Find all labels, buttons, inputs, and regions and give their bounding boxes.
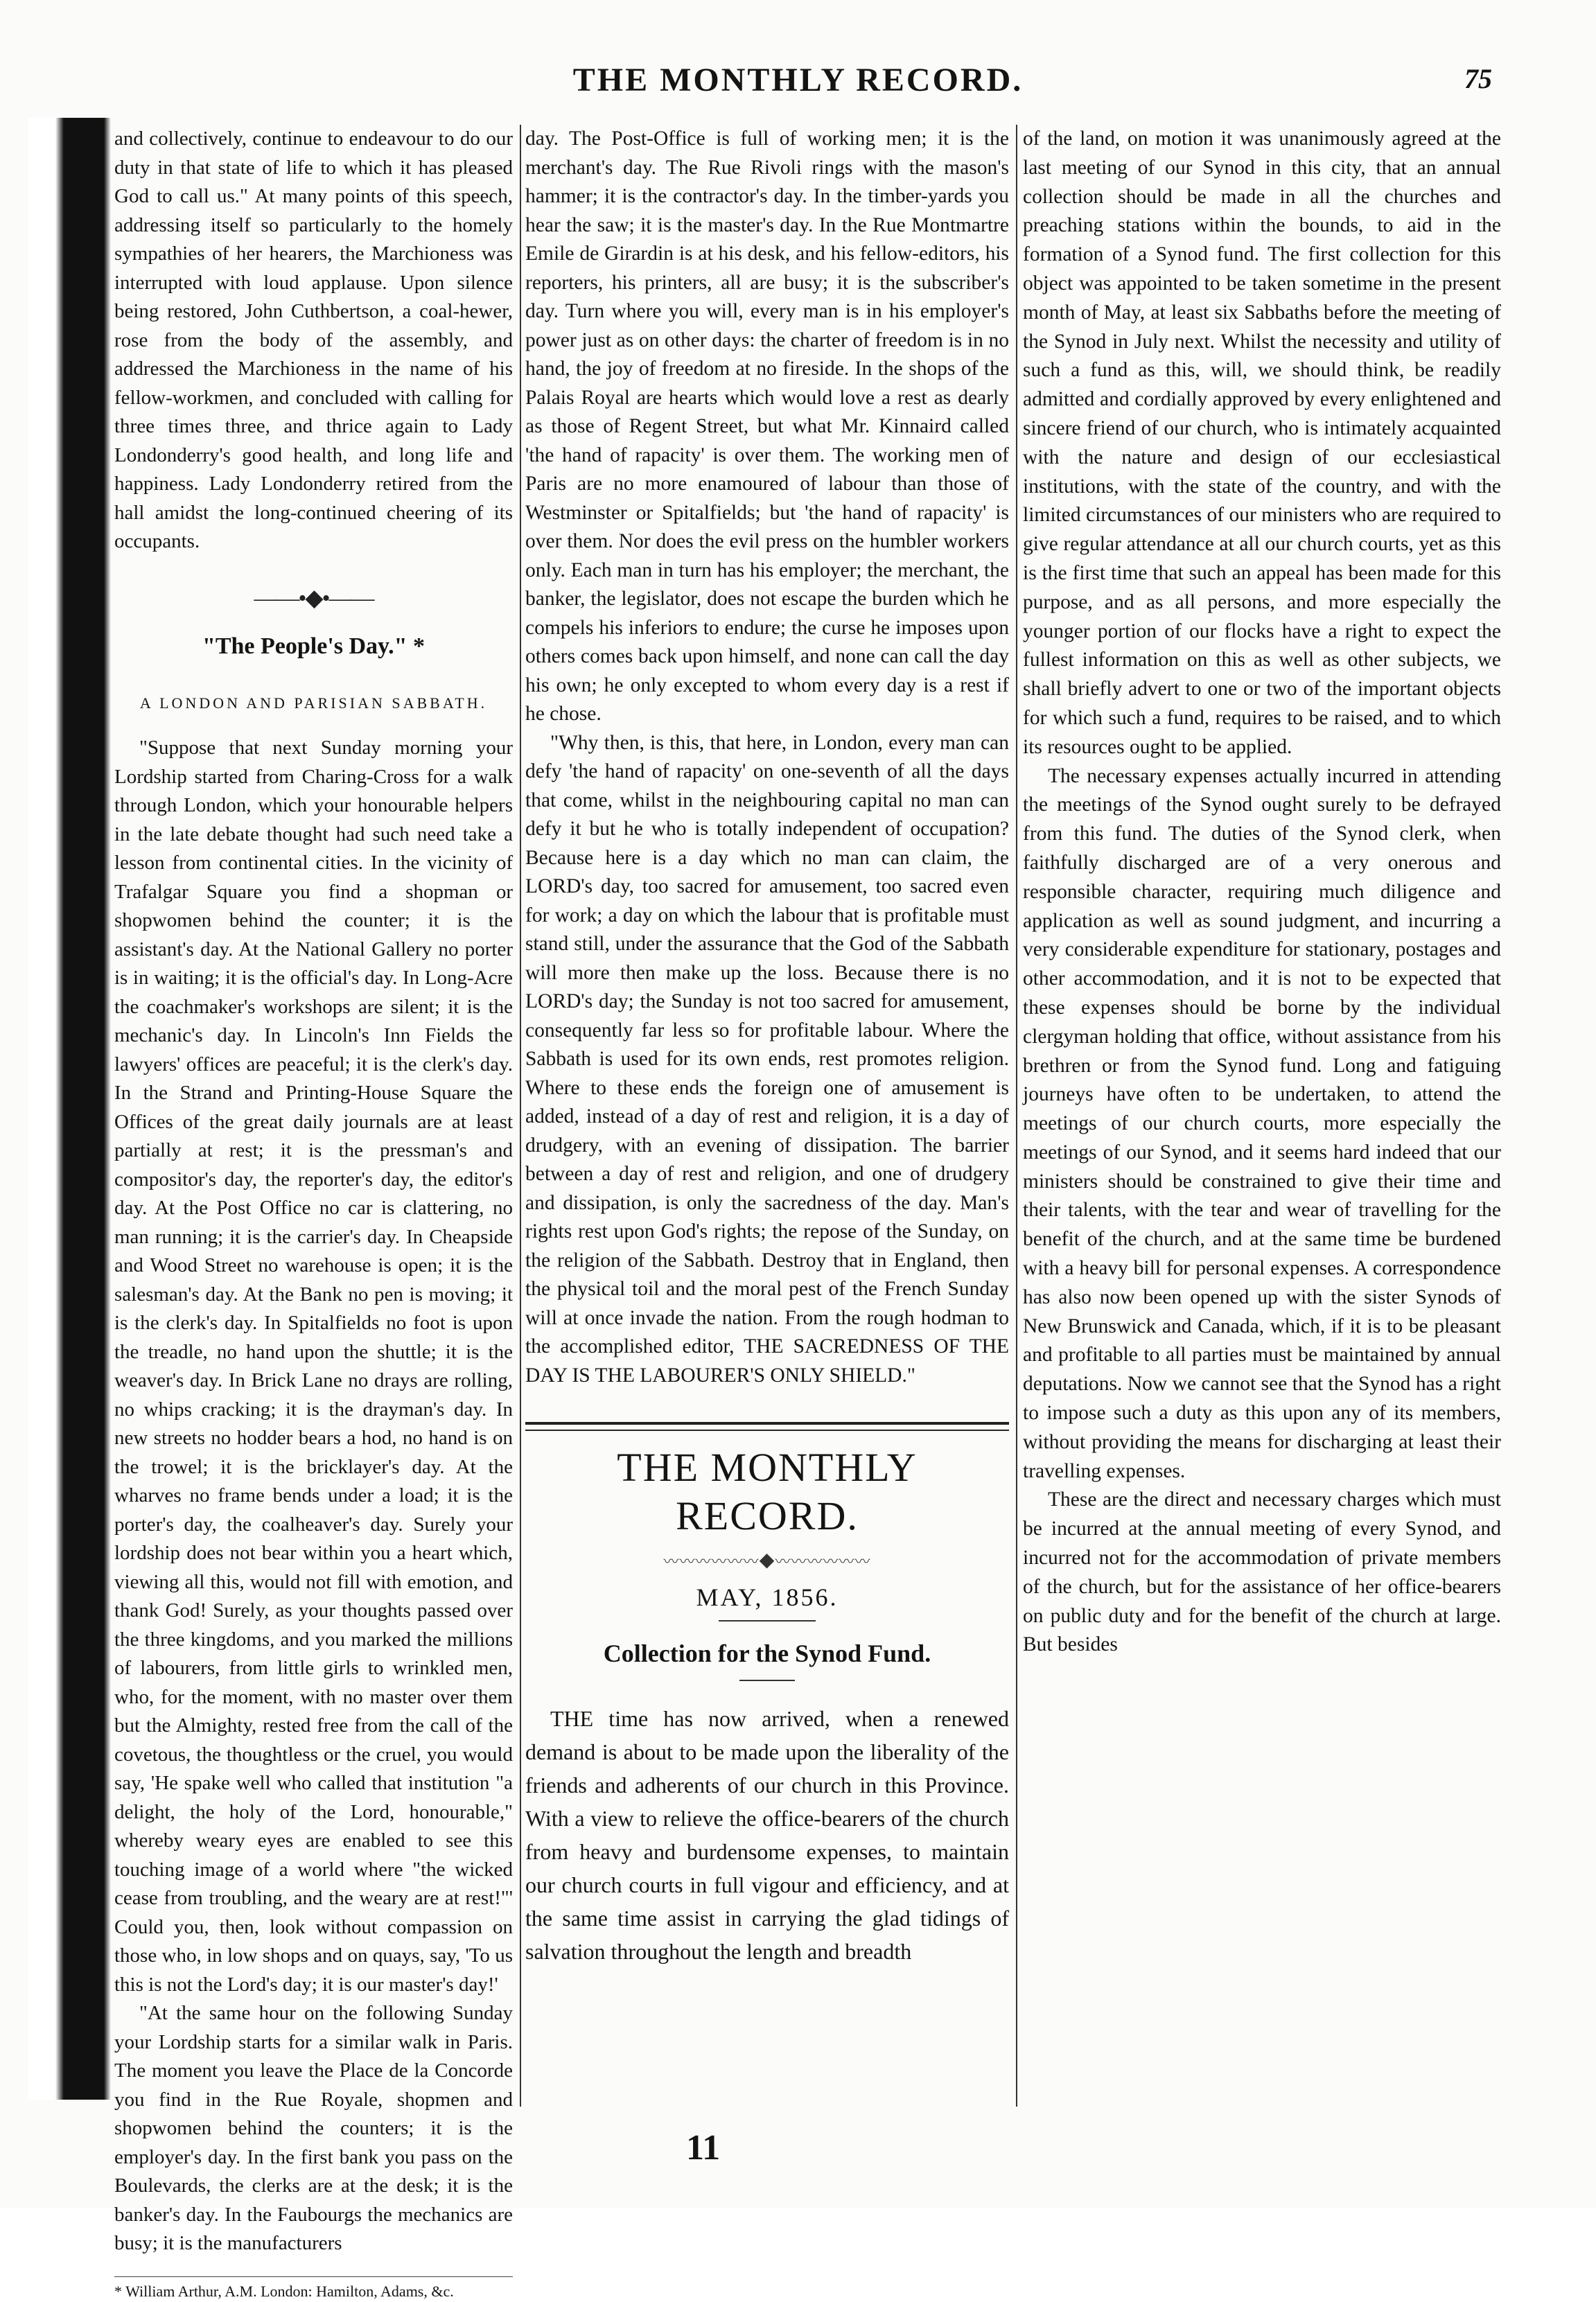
- paris-continued-paragraph: day. The Post-Office is full of working men; it is the merchant's day. The Rue Rivoli rings with the mason's hammer; it is the contractor's day. In the timber-yards you hear the saw; it is the master's day. In the Rue Montmartre Emile de Girardin is at his desk, and his fellow-editors, his reporters, his printers, all are busy; it is the subscriber's day. Turn where you will, every man is in his employer's power just as on other days: the charter of freedom is in no hand, the joy of freedom at no fireside. In the shops of the Palais Royal are hearts which would love a rest as dearly as those of Regent Street, but what Mr. Kinnaird called 'the hand of rapacity' is over them. The working men of Paris are no more enamoured of labour than those of Westminster or Spitalfields; but 'the hand of rapacity' is over them. Nor does the evil press on the humbler workers only. Each man in turn has his employer; the merchant, the banker, the legislator, does not escape the burden which he compels his inferiors to endure; the curse he imposes upon others comes back upon himself, and none can call the day his own; he only excepted to whom every day is a rest if he chose.: [525, 128, 1009, 725]
- synod-fund-continued-paragraph: of the land, on motion it was unanimously agreed at the last meeting of our Synod in this city, that an annual collection should be made in all the churches and preaching stations within the bounds, to aid in the formation of a Synod fund. The first collection for this object was appointed to be taken sometime in the present month of May, at least six Sabbaths before the meeting of the Synod in July next. Whilst the necessity and utility of such a fund as this, will, we should think, be readily admitted and cordially approved by every enlightened and sincere friend of our church, who is intimately acquainted with the nature and design of our ecclesiastical institutions, with the state of the country, and with the limited circumstances of our ministers who are required to give regular attendance at all our church courts, yet as this is the first time that such an appeal has been made for this purpose, and as all persons, and more especially the younger portion of our flocks have a right to expect the fullest information on this as well as other subjects, we shall briefly advert to one or two of the important objects for which such a fund, requires to be raised, and to which its resources ought to be applied.: [1023, 128, 1501, 758]
- peoples-day-title: "The People's Day." *: [202, 633, 426, 659]
- direct-charges-paragraph: These are the direct and necessary charges which must be incurred at the annual meeting of every Synod, and incurred not for the accommodation of private members of the church, but for the assistance of her office-bearers on public duty and for the benefit of the church at large. But besides: [1023, 1488, 1501, 1656]
- binding-shadow: [28, 118, 111, 2100]
- marchioness-paragraph: and collectively, continue to endeavour to do our duty in that state of life to which it has pleased God to call us." At many points of this speech, addressing itself so particularly to the homely sympathies of her hearers, the Marchioness was interrupted with loud applause. Upon silence being restored, John Cuthbertson, a coal-hewer, rose from the body of the assembly, and addressed the Marchioness in the name of his fellow-workmen, and concluded with calling for three times three, and thrice again to Lady Londonderry's good health, and long life and happiness. Lady Londonderry retired from the hall amidst the long-continued cheering of its occupants.: [114, 128, 513, 552]
- masthead-rule: [525, 1422, 1009, 1431]
- footnote: * William Arthur, A.M. London: Hamilton, Adams, &c.: [114, 2276, 513, 2302]
- masthead-title: THE MONTHLY RECORD.: [617, 1445, 918, 1538]
- column-rule-right: [1016, 125, 1017, 2107]
- column-rule-left: [520, 125, 521, 2107]
- column-middle: [525, 125, 1009, 2107]
- synod-fund-intro-paragraph: THE time has now arrived, when a renewed demand is about to be made upon the liberality of the friends and adherents of our church in this Province. With a view to relieve the office-bearers of the church from heavy and burdensome expenses, to maintain our church courts in full vigour and efficiency, and at the same time assist in carrying the glad tidings of salvation throughout the length and breadth: [525, 1705, 1009, 1964]
- issue-date: MAY, 1856.: [696, 1583, 839, 1611]
- necessary-expenses-paragraph: The necessary expenses actually incurred in attending the meetings of the Synod ought surely to be defrayed from this fund. The duties of the Synod clerk, when faithfully discharged are of a very onerous and responsible character, requiring much diligence and application as well as sound judgment, and incurring a very considerable expenditure for stationary, postages and other accommodation, and it is not to be expected that these expenses should be borne by the individual clergyman holding that office, without assistance from his brethren or from the Synod fund. Long and fatiguing journeys have often to be undertaken, to attend the meetings of our church courts, more especially the meetings of our Synod, and it seems hard indeed that our ministers should be constrained to give their time and their talents, with the tear and wear of travelling for the benefit of the church, and at the same time be burdened with a heavy bill for personal expenses. A correspondence has also now been opened up with the sister Synods of New Brunswick and Canada, which, if it is to be pleasant and profitable to all parties must be maintained by annual deputations. Now we cannot see that the Synod has a right to impose such a duty as this upon any of its members, without providing the means for discharging at least their travelling expenses.: [1023, 764, 1501, 1482]
- synod-fund-heading: Collection for the Synod Fund.: [603, 1640, 931, 1667]
- ornament-divider: ——•◆•——: [254, 585, 374, 611]
- why-then-paragraph: "Why then, is this, that here, in London, every man can defy 'the hand of rapacity' on one-seventh of all the days that come, whilst in the neighbouring capital no man can defy it but he who is totally independent of occupation? Because here is a day which no man can claim, the LORD's day, too sacred for amusement, too sacred even for work; a day on which the labour that is profitable must stand still, under the assurance that the God of the Sabbath will more then make up the loss. Because there is no LORD's day; the Sunday is not too sacred for amusement, consequently far less so for profitable labour. Where the Sabbath is used for its own ends, rest promotes religion. Where to these ends the foreign one of amusement is added, instead of a day of rest and religion, it is a day of drudgery, with an evening of dissipation. The barrier between a day of rest and religion, and one of drudgery and dissipation, is only the sacredness of the day. Man's rights rest upon God's rights; the repose of the Sunday, on the religion of the Sabbath. Destroy that in England, then the physical toil and the moral pest of the French Sunday will at once invade the nation. From the rough hodman to the accomplished editor, THE SACREDNESS OF THE DAY IS THE LABOURER'S ONLY SHIELD.": [525, 731, 1009, 1387]
- running-head: [0, 61, 1596, 109]
- column-left: [114, 125, 513, 2300]
- page-number: 75: [1464, 63, 1492, 94]
- column-right: [1023, 125, 1501, 2107]
- paris-sunday-paragraph: "At the same hour on the following Sunday your Lordship starts for a similar walk in Paris. The moment you leave the Place de la Concorde you find in the Rue Royale, shopmen and shopwomen behind the counters; it is the employer's day. In the first bank you pass on the Boulevards, the clerks are at the desk; it is the banker's day. In the Faubourgs the mechanics are busy; it is the manufacturers: [114, 2002, 513, 2254]
- peoples-day-subtitle: A LONDON AND PARISIAN SABBATH.: [139, 694, 488, 712]
- london-sunday-paragraph: "Suppose that next Sunday morning your Lordship started from Charing-Cross for a walk through London, which your honourable helpers in the late debate thought had such need take a lesson from continental cities. In the vicinity of Trafalgar Square you find a shopman or shopwomen behind the counter; it is the assistant's day. At the National Gallery no porter is in waiting; it is the official's day. In Long-Acre the coachmaker's workshops are silent; it is the mechanic's day. In Lincoln's Inn Fields the lawyers' offices are peaceful; it is the clerk's day. In the Strand and Printing-House Square the Offices of the great daily journals are at least partially at rest; it is the pressman's and compositor's day, the reporter's day, the editor's day. At the Post Office no car is clattering, no man running; it is the carrier's day. In Cheapside and Wood Street no warehouse is open; it is the salesman's day. At the Bank no pen is moving; it is the clerk's day. In Spitalfields no foot is upon the treadle, no hand upon the shuttle; it is the weaver's day. In Brick Lane no drays are rolling, no whips cracking; it is the drayman's day. In new streets no hodder bears a hod, no hand is on the trowel; it is the bricklayer's day. At the wharves no frame bends under a load; it is the porter's day, the coalheaver's day. Surely your lordship does not bear within you a heart which, viewing all this, would not fill with emotion, and thank God! Surely, as your thoughts passed over the three kingdoms, and you marked the millions of labourers, from little girls to wrinkled men, who, for the moment, with no master over them but the Almighty, rested free from the call of the covetous, the thoughtless or the cruel, you would say, 'He spake well who called that institution "a delight, the holy of the Lord, honourable," whereby weary eyes are enabled to see this touching image of a world where "the wicked cease from troubling, and the weary are at rest!"' Could you, then, look without compassion on those who, in low shops and on quays, say, 'To us this is not the Lord's day; it is our master's day!': [114, 737, 513, 1996]
- sheet-number: 11: [686, 2128, 721, 2168]
- heading-rule: [739, 1680, 795, 1681]
- masthead-ornament: 〰〰〰〰〰〰◆〰〰〰〰〰〰: [663, 1553, 871, 1570]
- running-title: THE MONTHLY RECORD.: [572, 62, 1024, 98]
- date-rule: [719, 1620, 816, 1622]
